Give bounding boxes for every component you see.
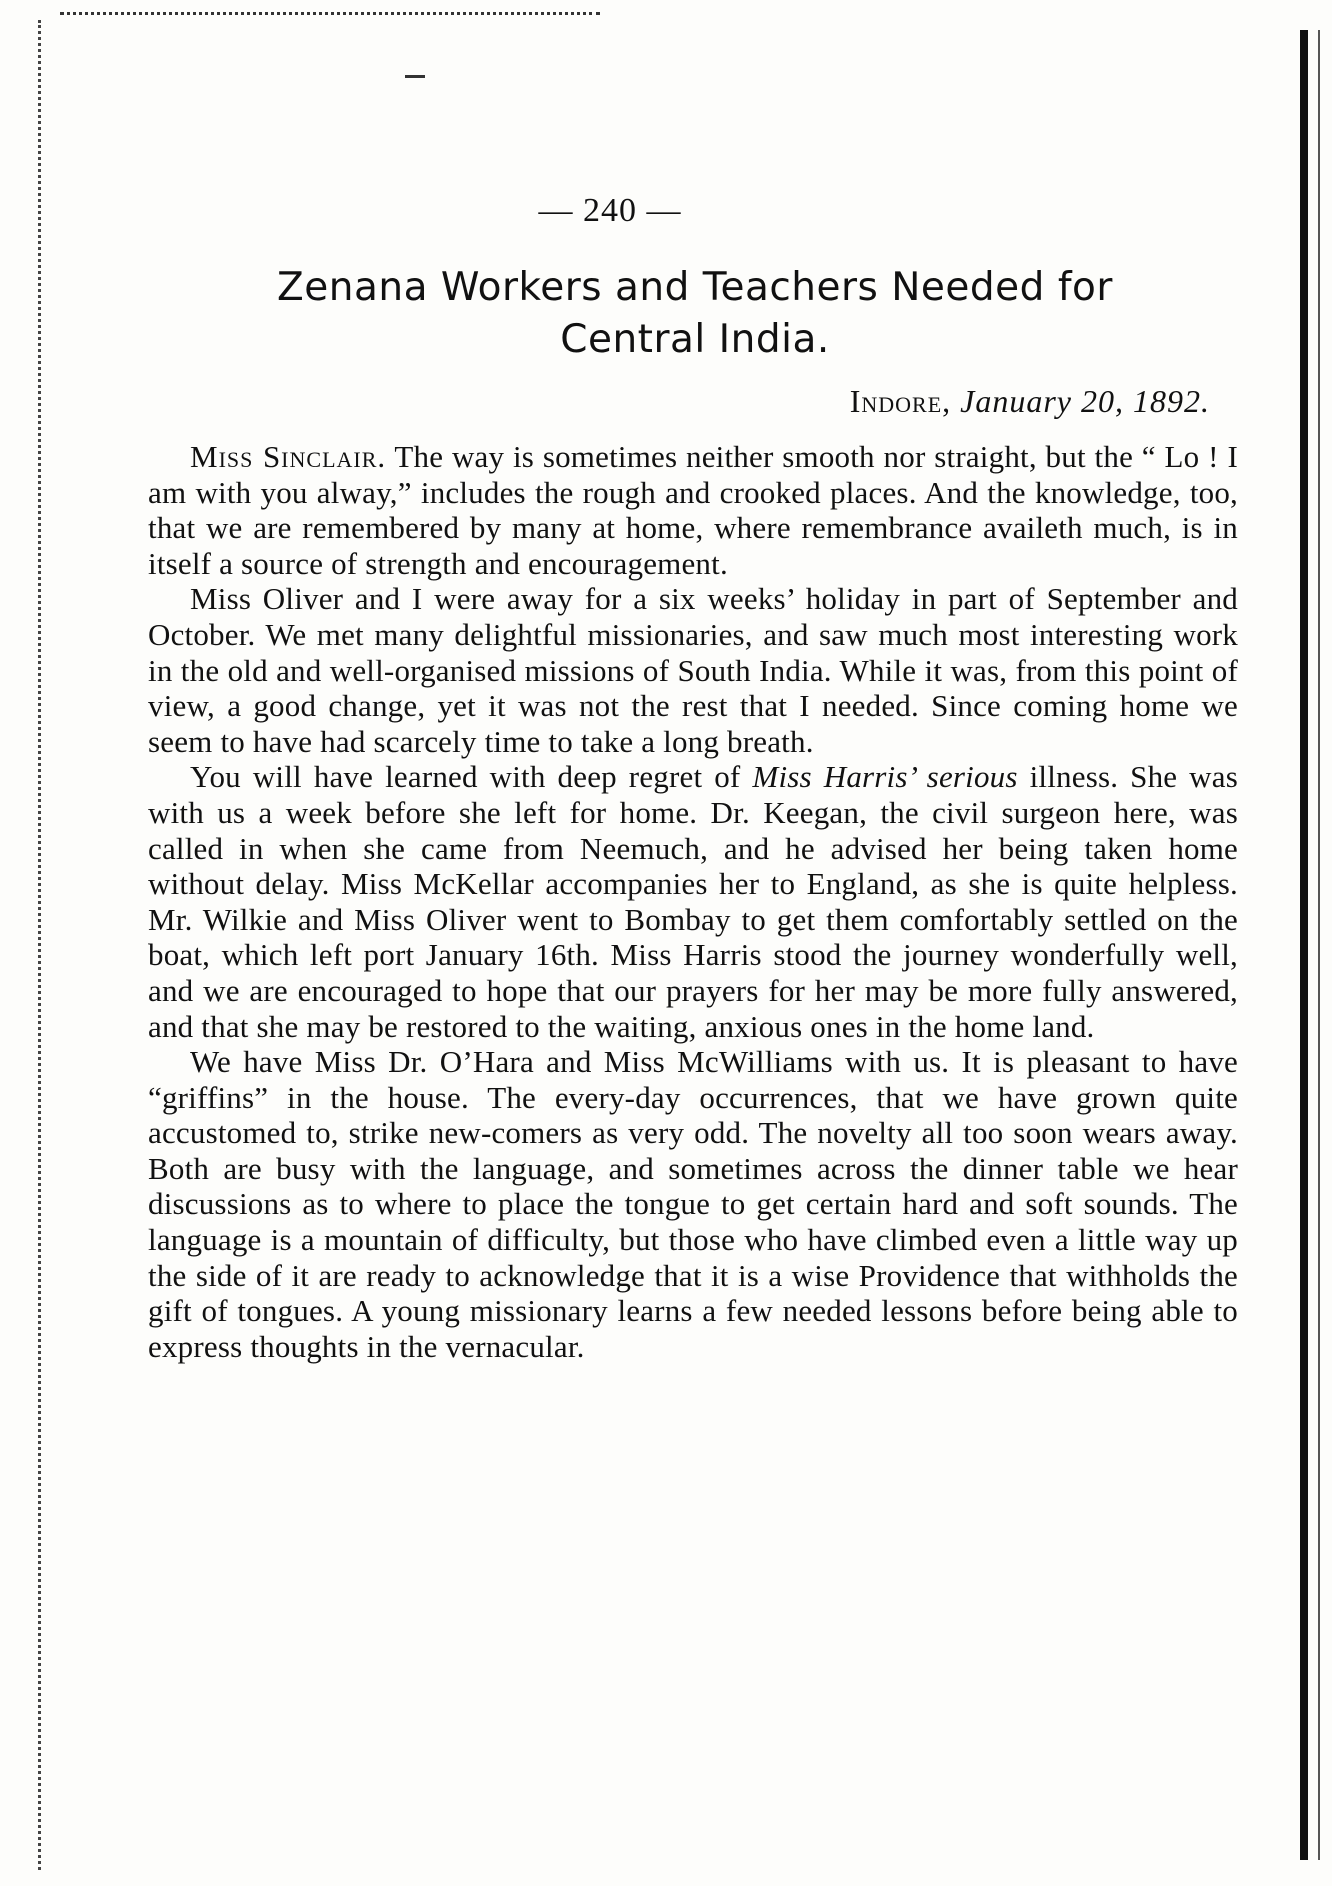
paragraph-3-italic: Miss Harris’ serious (752, 759, 1018, 795)
dateline-place: Indore, (849, 383, 952, 419)
page-number: — 240 — (538, 192, 682, 229)
paragraph-3-start: You will have learned with deep regret of (190, 759, 753, 795)
dateline-date: January 20, 1892. (960, 383, 1210, 419)
scan-top-edge-mark (60, 12, 600, 15)
title-line-1: Zenana Workers and Teachers Needed for (277, 265, 1113, 310)
scan-right-binding-line (1318, 30, 1320, 1860)
article-title (170, 262, 1220, 366)
scan-speck (405, 75, 425, 78)
scan-left-gutter (38, 20, 55, 1870)
scan-right-binding-edge (1300, 30, 1308, 1860)
letter-body (148, 439, 1238, 1364)
dateline (700, 383, 1210, 420)
paragraph-1 (148, 439, 1238, 581)
paragraph-1-text: The way is sometimes neither smooth nor straight, but the “ Lo ! I am with you alway,” includes the rough and crooked places. And the knowledge, too, that we are remembered by many at home, where remembrance availeth much, is in itself a source of strength and encouragement. (148, 439, 1238, 581)
speaker-name: Miss Sinclair. (190, 439, 387, 474)
paragraph-3-rest: illness. She was with us a week before she left for home. Dr. Keegan, the civil surgeon here, was called in when she came from Neemuch, and he advised her being taken home without delay. Miss McKellar accompanies her to England, as she is quite helpless. Mr. Wilkie and Miss Oliver went to Bombay to get them comfortably settled on the boat, which left port January 16th. Miss Harris stood the journey wonderfully well, and we are encouraged to hope that our prayers for her may be more fully answered, and that she may be restored to the waiting, anxious ones in the home land. (148, 759, 1238, 1044)
paragraph-3 (148, 759, 1238, 1044)
title-line-2: Central India. (560, 317, 830, 362)
paragraph-4: We have Miss Dr. O’Hara and Miss McWilliams with us. It is pleasant to have “griffins” in the house. The every-day occurrences, that we have grown quite accustomed to, strike new-comers as very odd. The novelty all too soon wears away. Both are busy with the language, and sometimes across the dinner table we hear discussions as to where to place the tongue to get certain hard and soft sounds. The language is a mountain of difficulty, but those who have climbed even a little way up the side of it are ready to acknowledge that it is a wise Providence that withholds the gift of tongues. A young missionary learns a few needed lessons before being able to express thoughts in the vernacular. (148, 1044, 1238, 1364)
paragraph-2: Miss Oliver and I were away for a six weeks’ holiday in part of September and October. We met many delightful missionaries, and saw much most interesting work in the old and well-organised missions of South India. While it was, from this point of view, a good change, yet it was not the rest that I needed. Since coming home we seem to have had scarcely time to take a long breath. (148, 581, 1238, 759)
